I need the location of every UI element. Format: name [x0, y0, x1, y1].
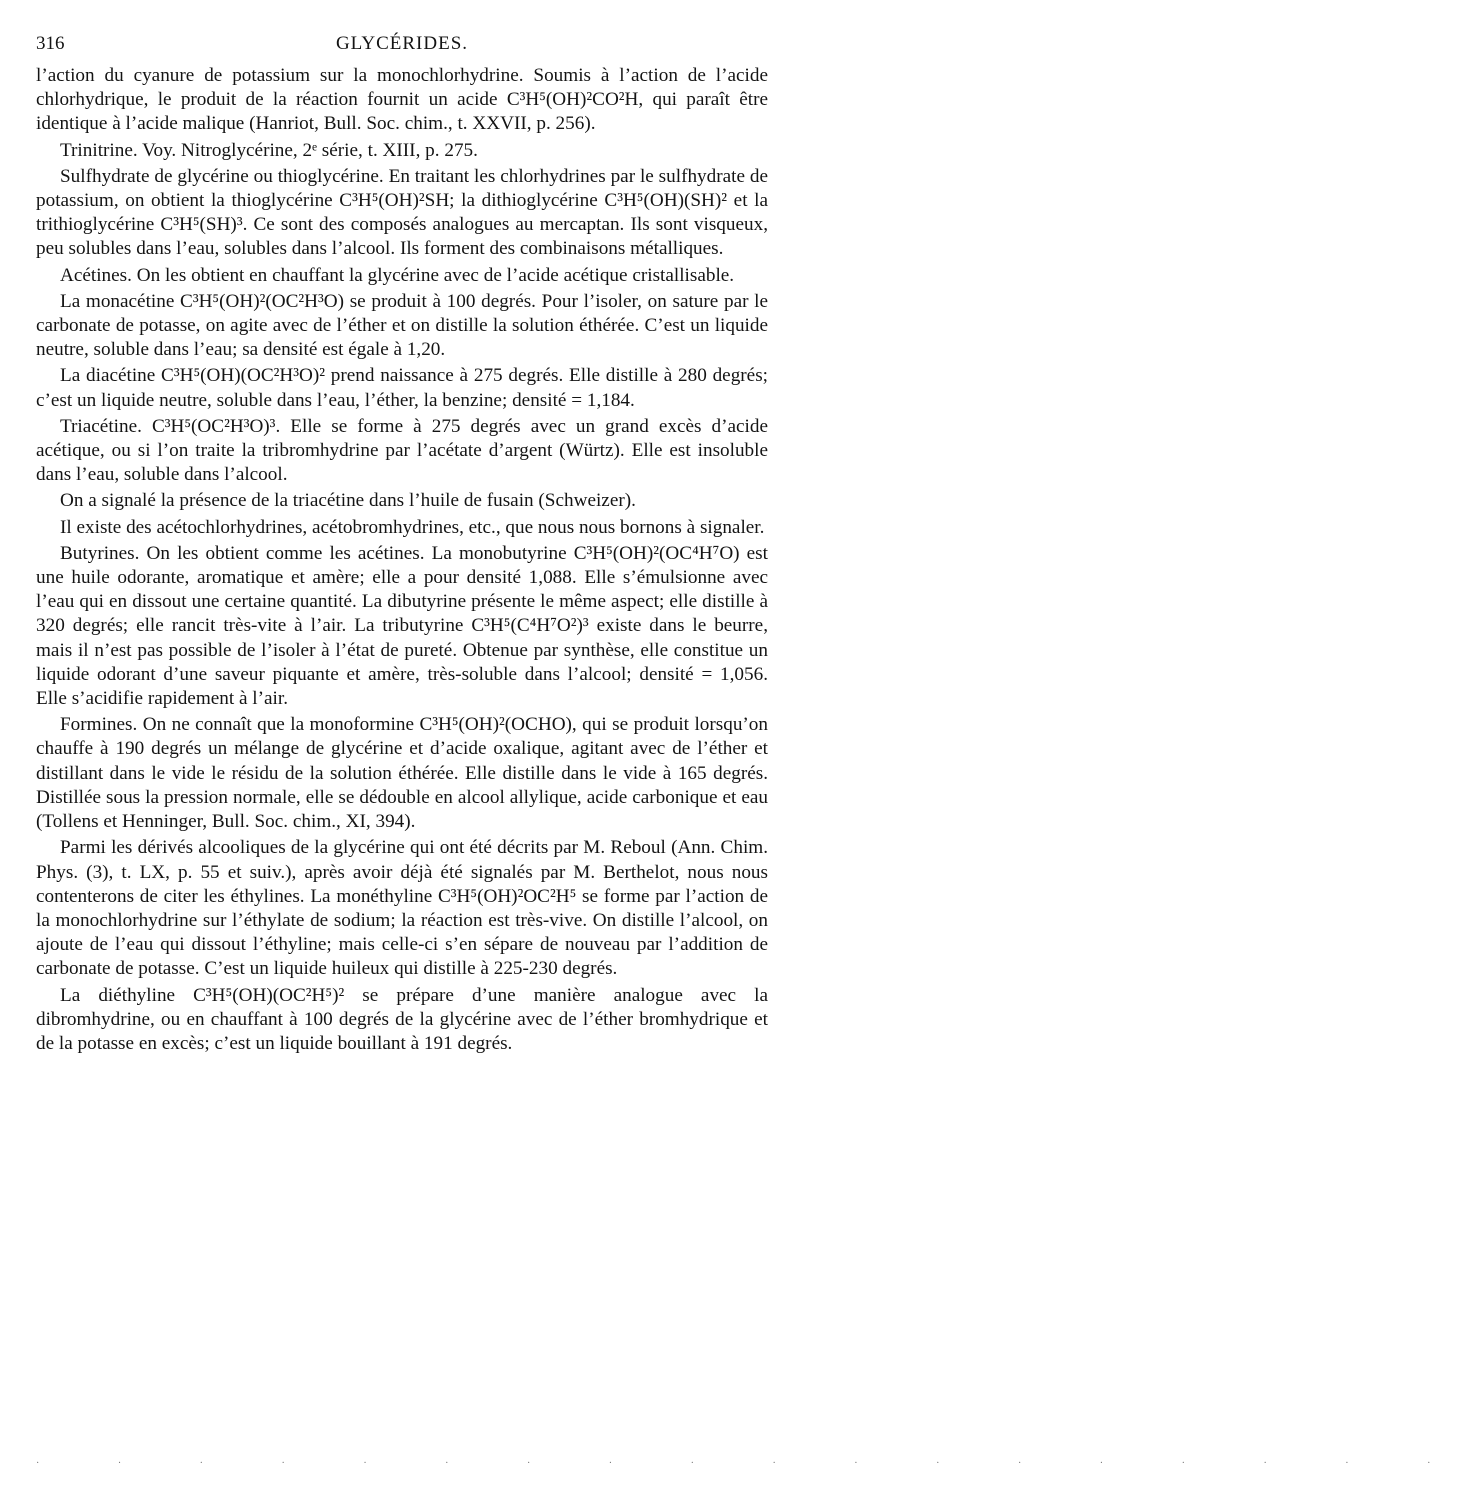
page-number: 316 [36, 33, 65, 54]
paragraph-butyrines: Butyrines. On les obtient comme les acétines. La monobutyrine C³H⁵(OH)²(OC⁴H⁷O) est une huile odorante, aromatique et amère; elle a pour densité 1,088. Elle s’émulsionne avec l’eau qui en dissout une certaine quantité. La dibutyrine présente le même aspect; elle distille à 320 degrés; elle rancit très-vite à l’air. La tributyrine C³H⁵(C⁴H⁷O²)³ existe dans le beurre, mais il n’est pas possible de l’isoler à l’état de pureté. Obtenue par synthèse, elle constitue un liquide odorant d’une saveur piquante et amère, très-soluble dans l’alcool; densité = 1,056. Elle s’acidifie rapidement à l’air. [36, 542, 768, 710]
running-title: GLYCÉRIDES. [335, 33, 469, 54]
page-header [36, 30, 768, 58]
paragraph-fusain: On a signalé la présence de la triacétine dans l’huile de fusain (Schweizer). [60, 490, 636, 512]
body-text [36, 64, 768, 1058]
footer-scan-marks: · · · · · · · · · · · · · · · · · · [36, 1458, 1468, 1469]
paragraph-trinitrine: Trinitrine. Voy. Nitroglycérine, 2ᵉ série, t. XIII, p. 275. [60, 139, 478, 161]
paragraph-triacetine: Triacétine. C³H⁵(OC²H³O)³. Elle se forme à 275 degrés avec un grand excès d’acide acétique, ou si l’on traite la tribromhydrine par l’acétate d’argent (Würtz). Elle est insoluble dans l’eau, soluble dans l’alcool. [36, 415, 768, 486]
paragraph-acetohalohydrines: Il existe des acétochlorhydrines, acétobromhydrines, etc., que nous nous bornons à signaler. [60, 516, 765, 538]
paragraph-ethylines: Parmi les dérivés alcooliques de la glycérine qui ont été décrits par M. Reboul (Ann. Chim. Phys. (3), t. LX, p. 55 et suiv.), après avoir déjà été signalés par M. Berthelot, nous nous contenterons de citer les éthylines. La monéthyline C³H⁵(OH)²OC²H⁵ se forme par l’action de la monochlorhydrine sur l’éthylate de sodium; la réaction est très-vive. On distille l’alcool, on ajoute de l’eau qui dissout l’éthyline; mais celle-ci s’en sépare de nouveau par l’addition de carbonate de potasse. C’est un liquide huileux qui distille à 225-230 degrés. [36, 837, 768, 980]
paragraph-formines: Formines. On ne connaît que la monoformine C³H⁵(OH)²(OCHO), qui se produit lorsqu’on chauffe à 190 degrés un mélange de glycérine et d’acide oxalique, agitant avec de l’éther et distillant dans le vide le résidu de la solution éthérée. Elle distille dans le vide à 165 degrés. Distillée sous la pression normale, elle se dédouble en alcool allylique, acide carbonique et eau (Tollens et Henninger, Bull. Soc. chim., XI, 394). [36, 714, 768, 833]
paragraph-diacetine: La diacétine C³H⁵(OH)(OC²H³O)² prend naissance à 275 degrés. Elle distille à 280 degrés; c’est un liquide neutre, soluble dans l’eau, l’éther, la benzine; densité = 1,184. [36, 365, 768, 411]
paragraph-thioglycerine: Sulfhydrate de glycérine ou thioglycérine. En traitant les chlorhydrines par le sulfhydrate de potassium, on obtient la thioglycérine C³H⁵(OH)²SH; la dithioglycérine C³H⁵(OH)(SH)² et la trithioglycérine C³H⁵(SH)³. Ce sont des composés analogues au mercaptan. Ils sont visqueux, peu solubles dans l’eau, solubles dans l’alcool. Ils forment des combinaisons métalliques. [36, 165, 768, 260]
paragraph-malic-acid: l’action du cyanure de potassium sur la monochlorhydrine. Soumis à l’action de l’acide chlorhydrique, le produit de la réaction fournit un acide C³H⁵(OH)²CO²H, qui paraît être identique à l’acide malique (Hanriot, Bull. Soc. chim., t. XXVII, p. 256). [36, 65, 768, 135]
paragraph-acetines: Acétines. On les obtient en chauffant la glycérine avec de l’acide acétique cristallisable. [60, 264, 735, 286]
paragraph-monacetine: La monacétine C³H⁵(OH)²(OC²H³O) se produit à 100 degrés. Pour l’isoler, on sature par le carbonate de potasse, on agite avec de l’éther et on distille la solution éthérée. C’est un liquide neutre, soluble dans l’eau; sa densité est égale à 1,20. [36, 290, 768, 361]
paragraph-diethyline: La diéthyline C³H⁵(OH)(OC²H⁵)² se prépare d’une manière analogue avec la dibromhydrine, ou en chauffant à 100 degrés de la glycérine avec de l’éther bromhydrique et de la potasse en excès; c’est un liquide bouillant à 191 degrés. [36, 984, 768, 1054]
